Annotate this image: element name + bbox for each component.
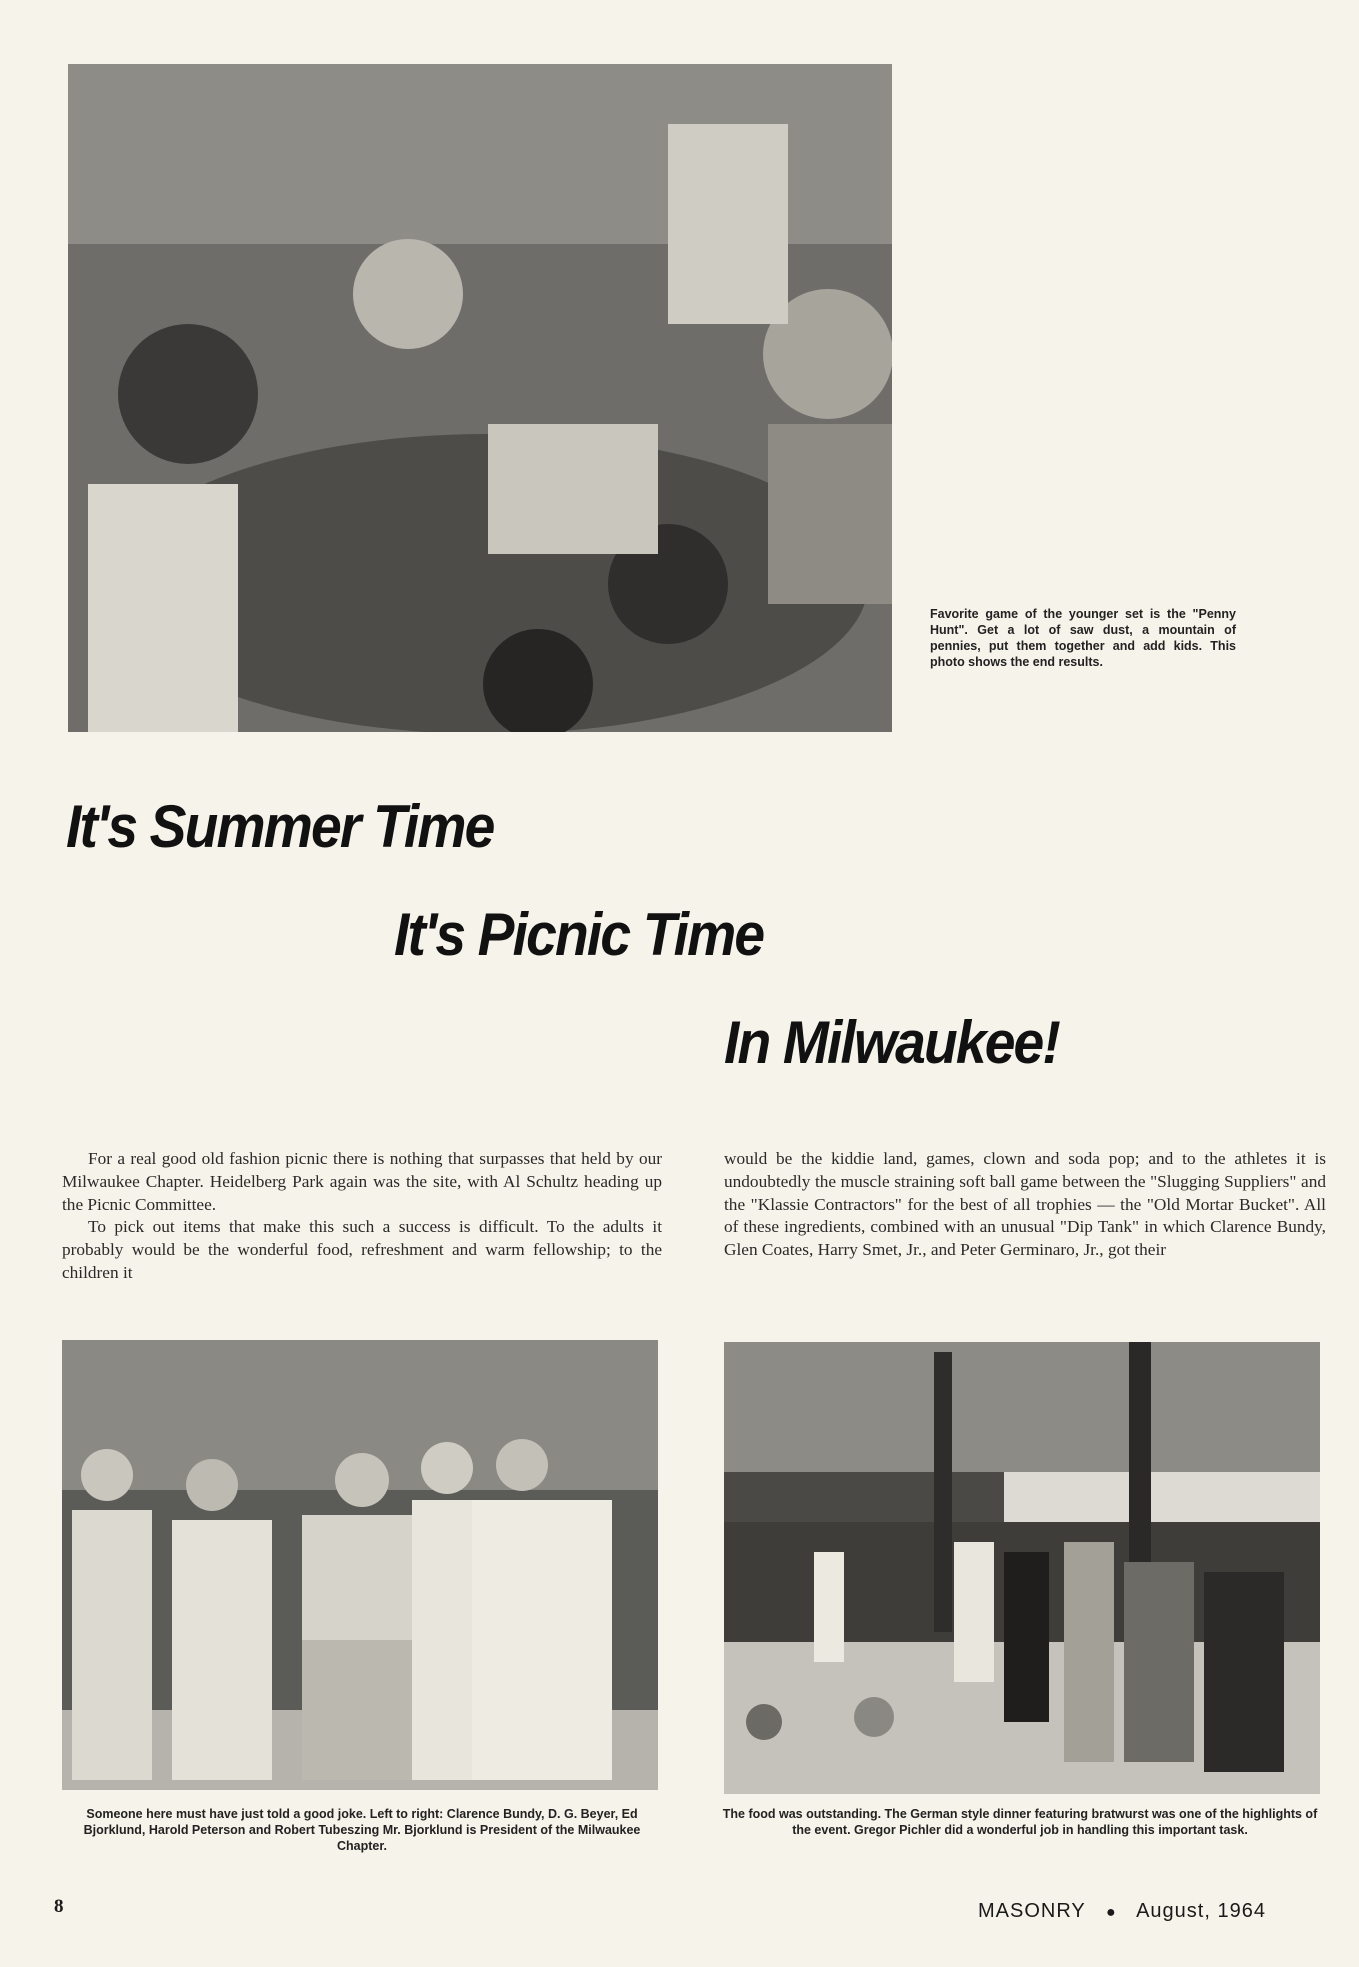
issue-date: August, 1964 [1136, 1900, 1266, 1922]
photo-penny-hunt [68, 64, 892, 732]
bullet-separator: ● [1105, 1904, 1117, 1921]
photo-icon [724, 1342, 1320, 1794]
caption-food: The food was outstanding. The German style dinner featuring bratwurst was one of the highlights of the event. Gregor Pichler did a wonderful job in handling this important task. [722, 1807, 1318, 1837]
footer-publication [978, 1900, 1266, 1923]
headline-line-1: It's Summer Time [66, 793, 494, 860]
photo-food-line [724, 1342, 1320, 1794]
photo-icon [62, 1340, 658, 1790]
article-paragraph: For a real good old fashion picnic there is nothing that surpasses that held by our Milwaukee Chapter. Heidelberg Park again was the site, with Al Schultz heading up the Picnic Committee. [62, 1149, 662, 1214]
article-column-1 [62, 1148, 662, 1285]
article-column-2 [724, 1148, 1326, 1262]
article-paragraph: would be the kiddie land, games, clown and soda pop; and to the athletes it is undoubtedly the muscle straining soft ball game between the "Slugging Suppliers" and the "Klassie Contractors" for the best of all trophies — the "Old Mortar Bucket". All of these ingredients, combined with an unusual "Dip Tank" in which Clarence Bundy, Glen Coates, Harry Smet, Jr., and Peter Germinaro, Jr., got their [724, 1149, 1326, 1260]
photo-icon [68, 64, 892, 732]
photo-group-men [62, 1340, 658, 1790]
page-number: 8 [54, 1896, 64, 1917]
caption-group-men: Someone here must have just told a good joke. Left to right: Clarence Bundy, D. G. Beyer, Ed Bjorklund, Harold Peterson and Robert Tubeszing Mr. Bjorklund is President of the Milwaukee Chapter. [83, 1807, 641, 1853]
headline-line-3: In Milwaukee! [724, 1009, 1059, 1076]
headline-line-2: It's Picnic Time [394, 901, 764, 968]
caption-penny-hunt: Favorite game of the younger set is the "Penny Hunt". Get a lot of saw dust, a mountain of pennies, put them together and add kids. This photo shows the end results. [930, 607, 1236, 669]
magazine-name: MASONRY [978, 1900, 1086, 1922]
article-paragraph: To pick out items that make this such a success is difficult. To the adults it probably would be the wonderful food, refreshment and warm fellowship; to the children it [62, 1217, 662, 1283]
